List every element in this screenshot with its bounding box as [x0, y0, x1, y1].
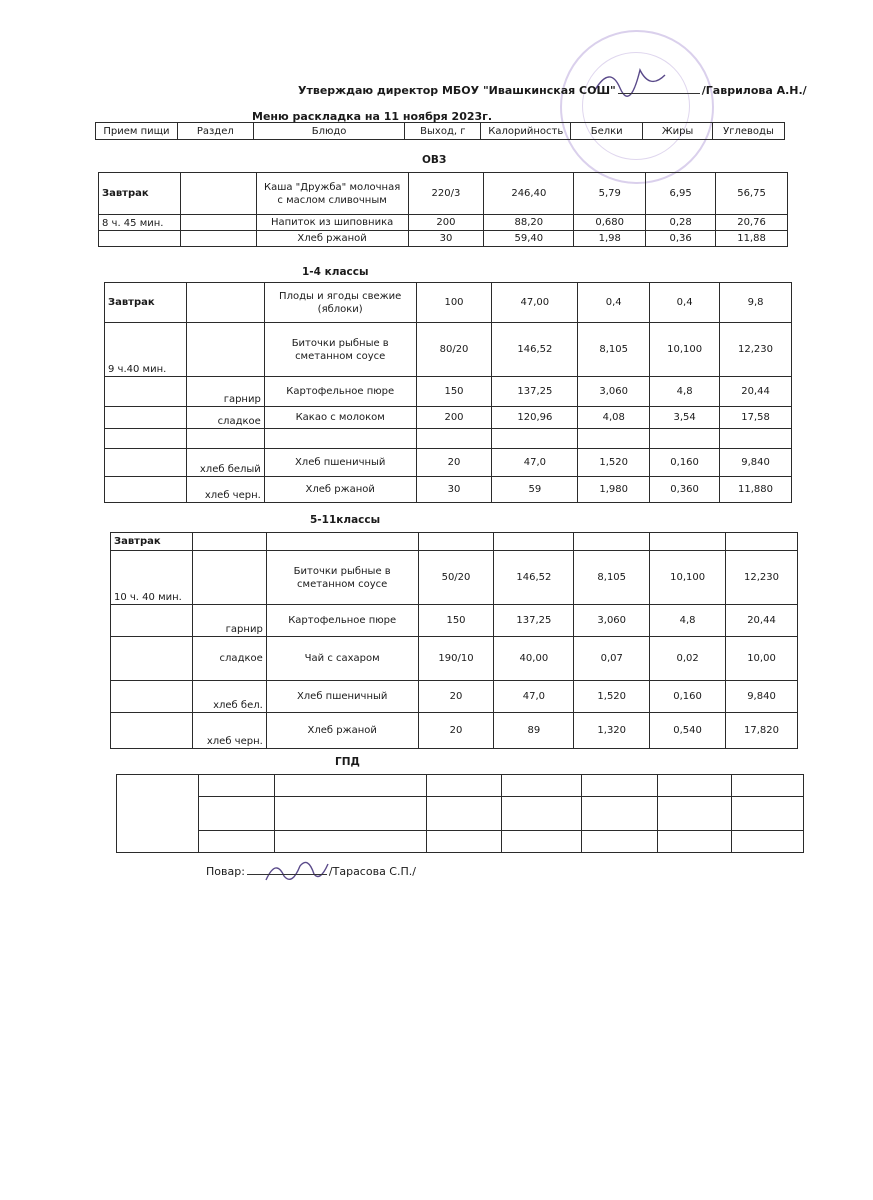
out-cell: 200 [416, 407, 492, 429]
prot-cell [582, 775, 658, 797]
out-cell: 150 [418, 605, 494, 637]
table-row [117, 775, 804, 797]
dish-cell: Напиток из шиповника [256, 215, 408, 231]
table-row [111, 681, 798, 713]
prot-cell: 0,07 [574, 637, 650, 681]
carb-cell [720, 429, 792, 449]
section-cell: хлеб белый [186, 449, 264, 477]
carb-cell: 20,44 [720, 377, 792, 407]
table-row [111, 605, 798, 637]
dish-cell: Хлеб ржаной [266, 713, 418, 749]
table-row [105, 477, 792, 503]
cook-line [206, 865, 416, 878]
carb-cell: 20,76 [716, 215, 788, 231]
table-row [105, 283, 792, 323]
kcal-cell: 59 [492, 477, 578, 503]
dish-cell [264, 429, 416, 449]
dish-cell: Хлеб пшеничный [266, 681, 418, 713]
prot-cell [574, 533, 650, 551]
carb-cell [732, 775, 804, 797]
prot-cell: 3,060 [578, 377, 650, 407]
out-cell [418, 533, 494, 551]
grade511-table [110, 532, 798, 749]
carb-cell: 12,230 [726, 551, 798, 605]
table-header-row [96, 123, 785, 140]
meal-time: 8 ч. 45 мин. [99, 215, 181, 231]
prot-cell: 5,79 [574, 173, 646, 215]
out-cell [426, 831, 502, 853]
dish-cell: Биточки рыбные в сметанном соусе [264, 323, 416, 377]
col-header: Прием пищи [96, 123, 178, 140]
time-cell [105, 449, 187, 477]
out-cell [426, 775, 502, 797]
kcal-cell: 146,52 [492, 323, 578, 377]
out-cell: 200 [408, 215, 484, 231]
kcal-cell: 47,0 [494, 681, 574, 713]
table-row [105, 407, 792, 429]
dish-cell: Картофельное пюре [264, 377, 416, 407]
prot-cell: 3,060 [574, 605, 650, 637]
dish-cell: Хлеб ржаной [264, 477, 416, 503]
section-cell [192, 533, 266, 551]
fat-cell: 4,8 [650, 377, 720, 407]
table-row [105, 449, 792, 477]
carb-cell: 56,75 [716, 173, 788, 215]
cook-label: Повар: [206, 865, 245, 878]
prot-cell: 8,105 [574, 551, 650, 605]
prot-cell: 1,320 [574, 713, 650, 749]
col-header: Выход, г [405, 123, 481, 140]
prot-cell: 0,680 [574, 215, 646, 231]
col-header: Белки [571, 123, 643, 140]
out-cell: 80/20 [416, 323, 492, 377]
fat-cell: 6,95 [646, 173, 716, 215]
school-stamp [560, 30, 714, 184]
dish-cell [274, 831, 426, 853]
fat-cell [658, 775, 732, 797]
fat-cell: 0,360 [650, 477, 720, 503]
prot-cell: 1,980 [578, 477, 650, 503]
section-cell [198, 775, 274, 797]
section-cell [198, 797, 274, 831]
col-header: Блюдо [253, 123, 405, 140]
grade14-table [104, 282, 792, 503]
kcal-cell: 120,96 [492, 407, 578, 429]
out-cell: 30 [416, 477, 492, 503]
fat-cell: 10,100 [650, 551, 726, 605]
kcal-cell: 89 [494, 713, 574, 749]
director-name: /Гаврилова А.Н./ [701, 84, 807, 97]
section-cell: сладкое [192, 637, 266, 681]
dish-cell: Каша "Дружба" молочная с маслом сливочным [256, 173, 408, 215]
section-cell [180, 173, 256, 215]
table-row [117, 797, 804, 831]
meal-name: Завтрак [99, 173, 181, 215]
gpd-table [116, 774, 804, 853]
dish-cell: Биточки рыбные в сметанном соусе [266, 551, 418, 605]
dish-cell: Какао с молоком [264, 407, 416, 429]
fat-cell: 4,8 [650, 605, 726, 637]
carb-cell [726, 533, 798, 551]
fat-cell: 0,160 [650, 449, 720, 477]
out-cell: 30 [408, 231, 484, 247]
carb-cell: 20,44 [726, 605, 798, 637]
out-cell: 190/10 [418, 637, 494, 681]
prot-cell: 4,08 [578, 407, 650, 429]
fat-cell: 10,100 [650, 323, 720, 377]
time-cell [105, 477, 187, 503]
fat-cell [658, 797, 732, 831]
out-cell: 220/3 [408, 173, 484, 215]
out-cell: 100 [416, 283, 492, 323]
section-title-grade511: 5-11классы [310, 514, 381, 526]
section-cell: хлеб черн. [186, 477, 264, 503]
carb-cell: 9,840 [720, 449, 792, 477]
section-cell: сладкое [186, 407, 264, 429]
out-cell: 20 [418, 713, 494, 749]
carb-cell [732, 797, 804, 831]
fat-cell: 0,28 [646, 215, 716, 231]
time-cell [105, 429, 187, 449]
table-row [111, 533, 798, 551]
prot-cell: 1,520 [578, 449, 650, 477]
kcal-cell: 137,25 [494, 605, 574, 637]
prot-cell: 0,4 [578, 283, 650, 323]
table-row [111, 551, 798, 605]
prot-cell [582, 831, 658, 853]
section-cell [186, 323, 264, 377]
kcal-cell [492, 429, 578, 449]
section-cell: хлеб черн. [192, 713, 266, 749]
dish-cell: Плоды и ягоды свежие (яблоки) [264, 283, 416, 323]
fat-cell: 0,4 [650, 283, 720, 323]
time-cell [117, 775, 199, 853]
ovz-body-table [98, 172, 788, 247]
kcal-cell [502, 797, 582, 831]
kcal-cell [502, 831, 582, 853]
carb-cell: 17,820 [726, 713, 798, 749]
fat-cell: 0,160 [650, 681, 726, 713]
ovz-table [95, 122, 785, 140]
approval-line [298, 84, 807, 97]
section-cell: хлеб бел. [192, 681, 266, 713]
kcal-cell [494, 533, 574, 551]
table-row [105, 377, 792, 407]
out-cell: 20 [418, 681, 494, 713]
section-cell [180, 231, 256, 247]
table-row [111, 637, 798, 681]
dish-cell [274, 775, 426, 797]
fat-cell [650, 533, 726, 551]
dish-cell: Чай с сахаром [266, 637, 418, 681]
kcal-cell: 246,40 [484, 173, 574, 215]
section-cell [192, 551, 266, 605]
meal-time: 10 ч. 40 мин. [111, 551, 193, 605]
kcal-cell: 40,00 [494, 637, 574, 681]
cook-name: /Тарасова С.П./ [328, 865, 416, 878]
time-cell [105, 407, 187, 429]
fat-cell: 0,36 [646, 231, 716, 247]
prot-cell: 8,105 [578, 323, 650, 377]
section-title-grade14: 1-4 классы [302, 266, 369, 278]
prot-cell [582, 797, 658, 831]
fat-cell: 0,540 [650, 713, 726, 749]
out-cell: 150 [416, 377, 492, 407]
out-cell: 50/20 [418, 551, 494, 605]
prot-cell: 1,98 [574, 231, 646, 247]
carb-cell: 10,00 [726, 637, 798, 681]
section-title-ovz: ОВЗ [422, 154, 447, 166]
fat-cell: 0,02 [650, 637, 726, 681]
time-cell [111, 637, 193, 681]
kcal-cell: 146,52 [494, 551, 574, 605]
col-header: Жиры [643, 123, 713, 140]
prot-cell: 1,520 [574, 681, 650, 713]
carb-cell: 11,880 [720, 477, 792, 503]
col-header: Калорийность [481, 123, 571, 140]
dish-cell: Хлеб пшеничный [264, 449, 416, 477]
kcal-cell: 88,20 [484, 215, 574, 231]
fat-cell [650, 429, 720, 449]
kcal-cell: 47,00 [492, 283, 578, 323]
carb-cell [732, 831, 804, 853]
carb-cell: 9,8 [720, 283, 792, 323]
kcal-cell: 137,25 [492, 377, 578, 407]
carb-cell: 11,88 [716, 231, 788, 247]
carb-cell: 17,58 [720, 407, 792, 429]
dish-cell [266, 533, 418, 551]
section-title-gpd: ГПД [335, 756, 360, 768]
kcal-cell: 59,40 [484, 231, 574, 247]
time-cell [111, 681, 193, 713]
fat-cell [658, 831, 732, 853]
table-row [99, 215, 788, 231]
col-header: Раздел [177, 123, 253, 140]
dish-cell [274, 797, 426, 831]
out-cell [416, 429, 492, 449]
fat-cell: 3,54 [650, 407, 720, 429]
section-cell [186, 283, 264, 323]
menu-title: Меню раскладка на 11 ноября 2023г. [252, 110, 493, 123]
col-header: Углеводы [713, 123, 785, 140]
table-row [99, 231, 788, 247]
table-row [99, 173, 788, 215]
table-row [105, 323, 792, 377]
kcal-cell [502, 775, 582, 797]
section-cell [198, 831, 274, 853]
out-cell [426, 797, 502, 831]
section-cell [186, 429, 264, 449]
section-cell: гарнир [192, 605, 266, 637]
dish-cell: Хлеб ржаной [256, 231, 408, 247]
carb-cell: 12,230 [720, 323, 792, 377]
meal-name: Завтрак [105, 283, 187, 323]
section-cell [180, 215, 256, 231]
approval-text: Утверждаю директор МБОУ "Ивашкинская СОШ" [298, 84, 616, 97]
out-cell: 20 [416, 449, 492, 477]
meal-time: 9 ч.40 мин. [105, 323, 187, 377]
section-cell: гарнир [186, 377, 264, 407]
dish-cell: Картофельное пюре [266, 605, 418, 637]
table-row [111, 713, 798, 749]
time-cell [111, 605, 193, 637]
carb-cell: 9,840 [726, 681, 798, 713]
time-cell [111, 713, 193, 749]
prot-cell [578, 429, 650, 449]
time-cell [105, 377, 187, 407]
table-row [105, 429, 792, 449]
table-row [117, 831, 804, 853]
meal-name: Завтрак [111, 533, 193, 551]
kcal-cell: 47,0 [492, 449, 578, 477]
time-cell [99, 231, 181, 247]
